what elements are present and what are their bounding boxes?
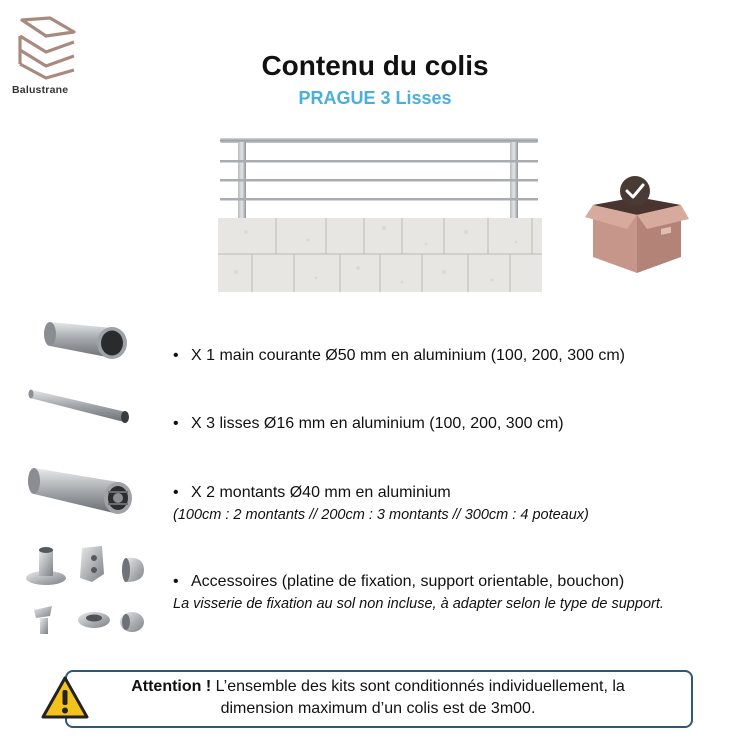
- warning-label: Attention !: [131, 678, 212, 695]
- warning-text: [80, 676, 676, 720]
- warning-line1: L’ensemble des kits sont conditionnés individuellement, la: [211, 678, 625, 695]
- item-accessories-text: Accessoires (platine de fixation, support orientable, bouchon): [191, 573, 625, 590]
- post-profile-image: [26, 462, 134, 518]
- item-handrail-text: X 1 main courante Ø50 mm en aluminium (100, 200, 300 cm): [191, 347, 625, 364]
- rail-tube-image: [28, 386, 134, 426]
- page-subtitle: PRAGUE 3 Lisses: [298, 88, 452, 108]
- item-posts: [173, 484, 451, 502]
- item-handrail: [173, 347, 625, 365]
- item-posts-text: X 2 montants Ø40 mm en aluminium: [191, 484, 451, 501]
- item-rails: [173, 415, 564, 433]
- brand-name: Balustrane: [12, 84, 69, 96]
- package-check-icon: [585, 175, 689, 275]
- bullet: •: [173, 415, 179, 432]
- bullet: •: [173, 347, 179, 364]
- bullet: •: [173, 573, 179, 590]
- accessories-image: [22, 544, 152, 644]
- item-accessories-note: La visserie de fixation au sol non incluse, à adapter selon le type de support.: [173, 596, 664, 612]
- item-accessories: [173, 573, 624, 591]
- bullet: •: [173, 484, 179, 501]
- handrail-tube-image: [42, 314, 132, 362]
- warning-line2: dimension maximum d’un colis est de 3m00.: [220, 700, 536, 717]
- railing-illustration: [216, 132, 542, 294]
- item-rails-text: X 3 lisses Ø16 mm en aluminium (100, 200, 300 cm): [191, 415, 564, 432]
- item-posts-note: (100cm : 2 montants // 200cm : 3 montants // 300cm : 4 poteaux): [173, 507, 589, 523]
- page-title: Contenu du colis: [261, 50, 489, 81]
